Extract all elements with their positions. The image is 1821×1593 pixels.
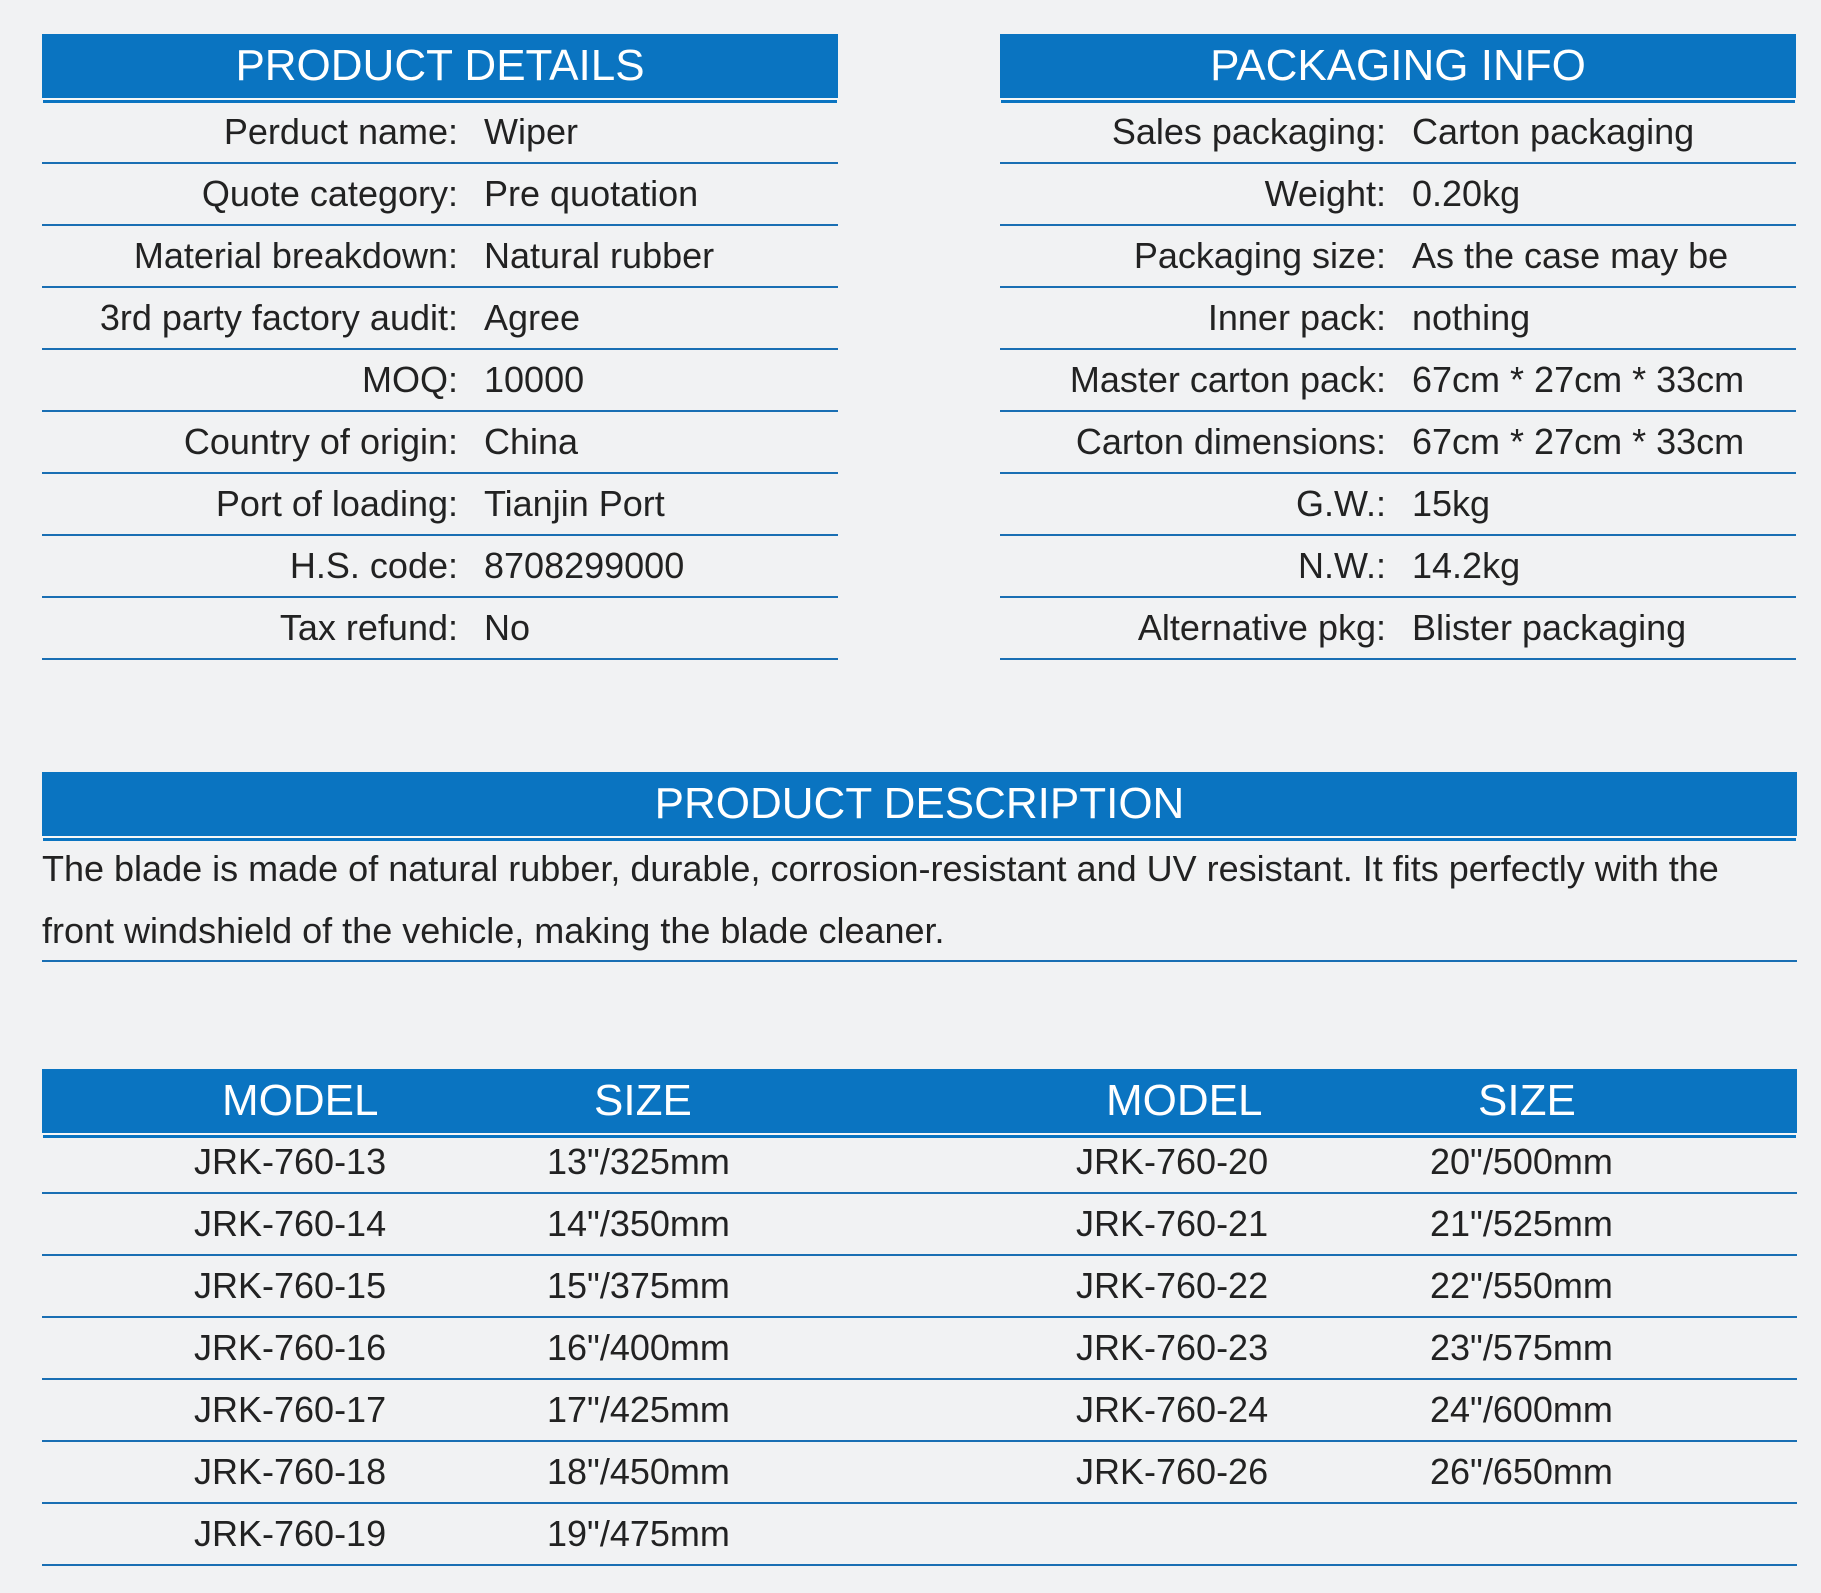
table-row — [1000, 474, 1796, 536]
description-line-2: front windshield of the vehicle, making the blade cleaner. — [42, 910, 945, 951]
packaging-info-title: PACKAGING INFO — [1210, 41, 1586, 90]
model-cell: JRK-760-13 — [194, 1141, 387, 1182]
packaging-info-header — [1000, 34, 1796, 100]
table-row — [42, 1318, 1797, 1380]
size-cell: 13"/325mm — [547, 1141, 730, 1182]
table-row — [42, 350, 838, 412]
model-cell: JRK-760-20 — [1076, 1141, 1269, 1182]
size-table-header — [42, 1069, 1797, 1135]
row-value: Tianjin Port — [484, 483, 665, 524]
row-key: Weight: — [1264, 173, 1386, 214]
size-cell: 15"/375mm — [547, 1265, 730, 1306]
table-row — [42, 1132, 1797, 1194]
model-cell: JRK-760-16 — [194, 1327, 387, 1368]
model-cell: JRK-760-23 — [1076, 1327, 1269, 1368]
row-value: Agree — [484, 297, 581, 338]
row-key: Material breakdown: — [133, 235, 458, 276]
model-cell: JRK-760-15 — [194, 1265, 387, 1306]
model-cell: JRK-760-18 — [194, 1451, 387, 1492]
row-key: Packaging size: — [1133, 235, 1386, 276]
row-key: G.W.: — [1296, 483, 1386, 524]
table-row — [1000, 226, 1796, 288]
product-description-title: PRODUCT DESCRIPTION — [654, 779, 1185, 828]
row-value: 15kg — [1412, 483, 1491, 524]
row-key: Perduct name: — [223, 111, 458, 152]
table-row — [1000, 598, 1796, 660]
table-row — [1000, 164, 1796, 226]
size-cell: 18"/450mm — [547, 1451, 730, 1492]
row-key: Sales packaging: — [1111, 111, 1386, 152]
row-value: 8708299000 — [484, 545, 685, 586]
size-header-left: SIZE — [594, 1076, 692, 1125]
table-row — [42, 1442, 1797, 1504]
description-line-1: The blade is made of natural rubber, durable, corrosion-resistant and UV resistant. It fits perfectly with the — [42, 848, 1719, 889]
table-row — [42, 1504, 1797, 1566]
product-details-table — [42, 102, 838, 660]
model-cell: JRK-760-26 — [1076, 1451, 1269, 1492]
table-row — [42, 288, 838, 350]
table-row — [1000, 350, 1796, 412]
table-row — [42, 598, 838, 660]
product-description-header — [42, 772, 1797, 838]
model-cell: JRK-760-14 — [194, 1203, 387, 1244]
row-key: Tax refund: — [279, 607, 458, 648]
row-value: As the case may be — [1412, 235, 1729, 276]
table-row — [1000, 536, 1796, 598]
size-cell: 24"/600mm — [1430, 1389, 1613, 1430]
row-value: 10000 — [484, 359, 585, 400]
row-value: Wiper — [484, 111, 579, 152]
size-cell: 17"/425mm — [547, 1389, 730, 1430]
model-header-right: MODEL — [1106, 1076, 1263, 1125]
model-cell: JRK-760-24 — [1076, 1389, 1269, 1430]
table-row — [42, 536, 838, 598]
model-cell: JRK-760-21 — [1076, 1203, 1269, 1244]
row-value: Pre quotation — [484, 173, 699, 214]
table-row — [1000, 288, 1796, 350]
row-value: No — [484, 607, 531, 648]
size-cell: 23"/575mm — [1430, 1327, 1613, 1368]
size-cell: 19"/475mm — [547, 1513, 730, 1554]
table-row — [42, 1194, 1797, 1256]
model-header-left: MODEL — [222, 1076, 379, 1125]
size-cell: 22"/550mm — [1430, 1265, 1613, 1306]
row-key: Carton dimensions: — [1075, 421, 1386, 462]
size-table — [42, 1132, 1797, 1566]
row-key: Country of origin: — [183, 421, 458, 462]
table-row — [42, 1380, 1797, 1442]
size-cell: 26"/650mm — [1430, 1451, 1613, 1492]
row-key: Port of loading: — [215, 483, 458, 524]
row-key: Master carton pack: — [1069, 359, 1386, 400]
size-header-right: SIZE — [1478, 1076, 1576, 1125]
row-key: Inner pack: — [1207, 297, 1386, 338]
row-value: 0.20kg — [1412, 173, 1521, 214]
row-key: 3rd party factory audit: — [99, 297, 458, 338]
row-key: MOQ: — [362, 359, 458, 400]
table-row — [42, 164, 838, 226]
table-row — [42, 226, 838, 288]
table-row — [42, 474, 838, 536]
row-value: Blister packaging — [1412, 607, 1687, 648]
size-cell: 20"/500mm — [1430, 1141, 1613, 1182]
row-key: Quote category: — [201, 173, 458, 214]
model-cell: JRK-760-17 — [194, 1389, 387, 1430]
row-key: H.S. code: — [289, 545, 458, 586]
packaging-info-table — [1000, 102, 1796, 660]
product-details-header — [42, 34, 838, 100]
row-value: Carton packaging — [1412, 111, 1695, 152]
size-cell: 21"/525mm — [1430, 1203, 1613, 1244]
table-row — [1000, 102, 1796, 164]
row-value: 14.2kg — [1412, 545, 1521, 586]
row-value: 67cm * 27cm * 33cm — [1412, 359, 1745, 400]
table-row — [42, 412, 838, 474]
row-value: 67cm * 27cm * 33cm — [1412, 421, 1745, 462]
model-cell: JRK-760-22 — [1076, 1265, 1269, 1306]
table-row — [42, 102, 838, 164]
row-value: nothing — [1412, 297, 1531, 338]
description-divider — [42, 960, 1797, 962]
table-row — [1000, 412, 1796, 474]
row-value: China — [484, 421, 579, 462]
row-key: Alternative pkg: — [1137, 607, 1386, 648]
product-description-text — [42, 838, 1797, 962]
size-cell: 14"/350mm — [547, 1203, 730, 1244]
model-cell: JRK-760-19 — [194, 1513, 387, 1554]
size-cell: 16"/400mm — [547, 1327, 730, 1368]
product-details-title: PRODUCT DETAILS — [235, 41, 645, 90]
table-row — [42, 1256, 1797, 1318]
row-key: N.W.: — [1298, 545, 1386, 586]
row-value: Natural rubber — [484, 235, 715, 276]
